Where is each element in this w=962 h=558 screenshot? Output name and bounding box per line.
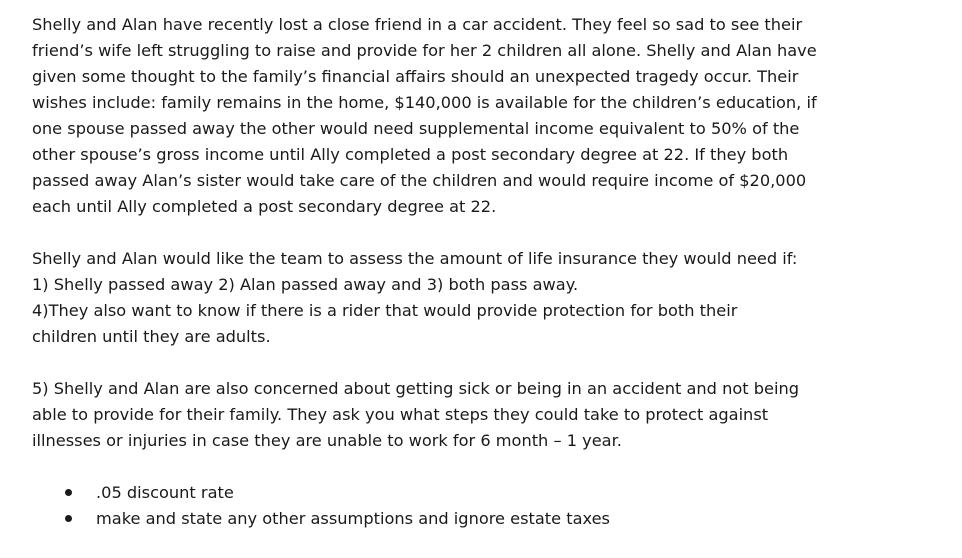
list-item-text: .05 discount rate [96,483,234,502]
paragraph-spacer [32,454,932,480]
text-line: illnesses or injuries in case they are unable to work for 6 month – 1 year. [32,431,622,450]
bullet-icon [65,489,72,496]
assumptions-list [32,480,932,532]
text-line: friend’s wife left struggling to raise and provide for her 2 children all alone. Shelly and Alan have [32,41,817,60]
text-line: given some thought to the family’s financial affairs should an unexpected tragedy occur. Their [32,67,799,86]
paragraph-scenario [32,12,932,220]
text-line: wishes include: family remains in the home, $140,000 is available for the children’s education, if [32,93,817,112]
text-line: 4)They also want to know if there is a rider that would provide protection for both their [32,301,738,320]
text-line: each until Ally completed a post secondary degree at 22. [32,197,497,216]
text-line: one spouse passed away the other would need supplemental income equivalent to 50% of the [32,119,800,138]
bullet-icon [65,515,72,522]
text-line: 5) Shelly and Alan are also concerned about getting sick or being in an accident and not being [32,379,800,398]
list-item [32,480,932,506]
text-line: children until they are adults. [32,327,271,346]
paragraph-questions [32,246,932,350]
paragraph-disability [32,376,932,454]
paragraph-spacer [32,220,932,246]
text-line: Shelly and Alan have recently lost a close friend in a car accident. They feel so sad to see their [32,15,803,34]
text-line: passed away Alan’s sister would take care of the children and would require income of $20,000 [32,171,807,190]
text-line: able to provide for their family. They ask you what steps they could take to protect against [32,405,769,424]
text-line: 1) Shelly passed away 2) Alan passed away and 3) both pass away. [32,275,579,294]
text-line: other spouse’s gross income until Ally completed a post secondary degree at 22. If they both [32,145,789,164]
list-item-text: make and state any other assumptions and ignore estate taxes [96,509,610,528]
document-body [32,12,932,532]
paragraph-spacer [32,350,932,376]
text-line: Shelly and Alan would like the team to assess the amount of life insurance they would need if: [32,249,798,268]
list-item [32,506,932,532]
